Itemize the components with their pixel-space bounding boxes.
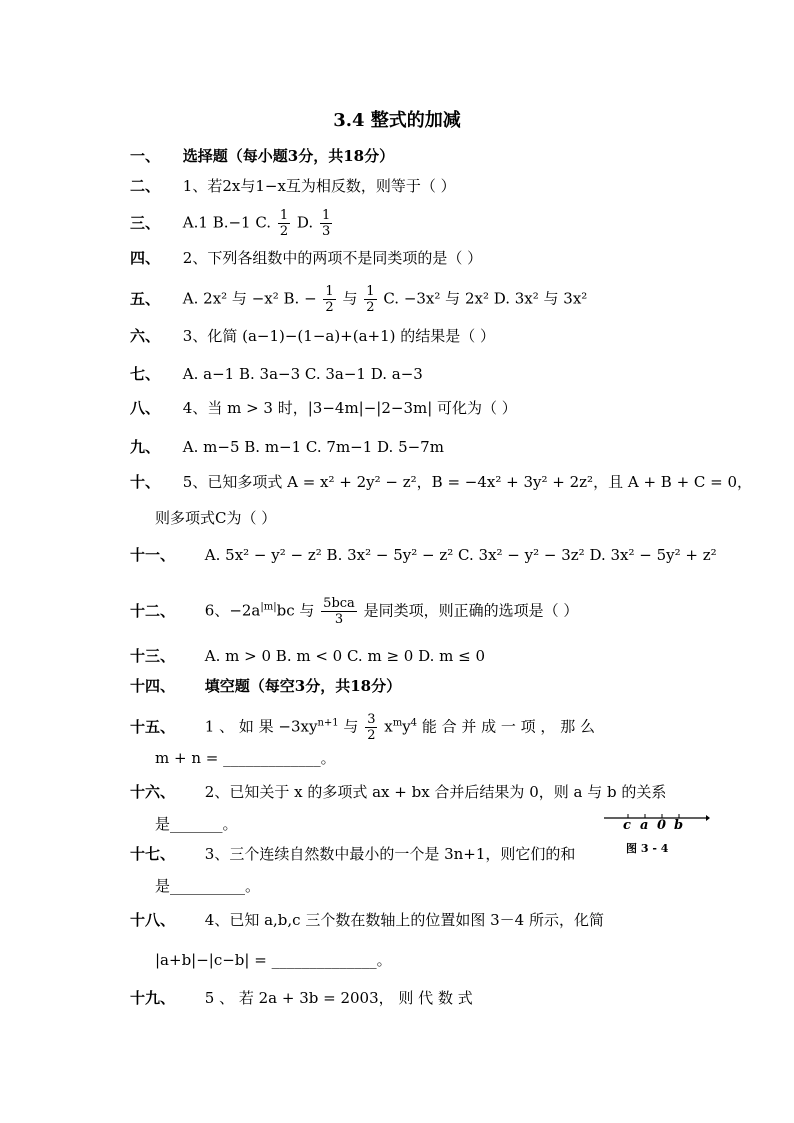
question-text: 与 [338, 717, 364, 736]
line-number: 八、 [130, 399, 161, 417]
line-19 [130, 988, 473, 1008]
line-number: 十五、 [130, 717, 176, 736]
question-text: 4、已知 a,b,c 三个数在数轴上的位置如图 3－4 所示，化简 [204, 911, 604, 929]
line-number: 九、 [130, 438, 161, 456]
fraction: $\frac{1}{2}$ [279, 208, 289, 239]
question-text: 。 [320, 749, 336, 767]
question-text: 2、下列各组数中的两项不是同类项的是（ ） [182, 249, 483, 267]
line-16-cont [155, 814, 238, 834]
options-text: A. 2x² 与 −x² B. − [182, 289, 317, 308]
fraction: $\frac{1}{2}$ [325, 284, 334, 315]
question-text: 1、若2x与1−x互为相反数，则等于（ ） [182, 177, 456, 195]
page-title: 3.4 整式的加减 [333, 110, 461, 131]
question-text: |a+b|−|c−b| = [155, 951, 267, 969]
options-text: A. 5x² − y² − z² B. 3x² − 5y² − z² C. 3x² − y² − 3z² D. 3x² − 5y² + z² [204, 546, 717, 564]
line-number: 十、 [130, 473, 161, 491]
options-text: D. [296, 213, 314, 232]
line-18-cont [155, 950, 392, 970]
line-11 [130, 545, 717, 565]
question-text: 6、−2a [204, 601, 261, 620]
question-text: 是同类项，则正确的选项是（ ） [363, 601, 579, 620]
fraction: $\frac{1}{3}$ [321, 208, 331, 239]
line-number: 十九、 [130, 989, 176, 1007]
section-heading: 选择题（每小题3分，共18分） [182, 147, 395, 165]
line-4 [130, 248, 482, 268]
line-17-cont [155, 876, 260, 896]
question-text: 3、三个连续自然数中最小的一个是 3n+1，则它们的和 [204, 845, 576, 863]
question-text: 。 [376, 951, 392, 969]
question-text: bc 与 [276, 601, 320, 620]
line-number: 十四、 [130, 677, 176, 695]
line-number: 四、 [130, 249, 161, 267]
exponent: m [392, 717, 403, 729]
answer-blank[interactable]: __________ [170, 877, 246, 895]
question-text: 则多项式C为（ ） [155, 509, 277, 527]
options-text: A. a−1 B. 3a−3 C. 3a−1 D. a−3 [182, 365, 423, 383]
line-14 [130, 676, 401, 696]
question-text: 1 、 如 果 −3xy [204, 717, 318, 736]
options-text: A. m > 0 B. m < 0 C. m ≥ 0 D. m ≤ 0 [204, 647, 486, 665]
line-number: 十八、 [130, 911, 176, 929]
answer-blank[interactable]: _______ [170, 815, 223, 833]
question-text: 4、当 m > 3 时，|3−4m|−|2−3m| 可化为（ ） [182, 399, 517, 417]
line-1 [130, 146, 394, 166]
question-text: 是 [155, 815, 171, 833]
line-10-cont [155, 508, 276, 528]
question-text: 3、化简 (a−1)−(1−a)+(a+1) 的结果是（ ） [182, 327, 496, 345]
line-7 [130, 364, 423, 384]
line-16 [130, 782, 666, 802]
question-text: 能 合 并 成 一 项 ， 那 么 [417, 717, 595, 736]
fraction: $\frac{3}{2}$ [367, 712, 376, 743]
question-text: 。 [245, 877, 261, 895]
line-13 [130, 646, 485, 666]
exponent: n+1 [317, 717, 339, 729]
line-number: 十二、 [130, 601, 176, 620]
question-text: 是 [155, 877, 171, 895]
line-6 [130, 326, 495, 346]
exponent: |m| [260, 601, 277, 613]
line-10 [130, 472, 752, 492]
line-17 [130, 844, 575, 864]
answer-blank[interactable]: ______________ [271, 951, 377, 969]
figure-caption: 图 3 - 4 [626, 842, 669, 855]
fraction: $\frac{1}{2}$ [366, 284, 375, 315]
label-a: a [640, 818, 649, 833]
line-5 [130, 284, 587, 315]
line-9 [130, 437, 444, 457]
number-line-labels [623, 818, 691, 833]
line-number: 六、 [130, 327, 161, 345]
line-12 [130, 596, 578, 627]
options-text: 与 [342, 289, 358, 308]
question-text: x [379, 717, 393, 736]
line-15-cont [155, 748, 336, 768]
line-number: 七、 [130, 365, 161, 383]
question-text: 2、已知关于 x 的多项式 ax + bx 合并后结果为 0，则 a 与 b 的关系 [204, 783, 667, 801]
fraction: $\frac{\text{5bca}}{3}$ [323, 596, 355, 627]
options-text: A. m−5 B. m−1 C. 7m−1 D. 5−7m [182, 438, 444, 456]
label-b: b [674, 818, 684, 833]
line-18 [130, 910, 604, 930]
question-text: 5、已知多项式 A = x² + 2y² − z²，B = −4x² + 3y² + 2z²，且 A + B + C = 0， [182, 473, 753, 491]
section-heading: 填空题（每空3分，共18分） [204, 677, 402, 695]
exponent: 4 [410, 717, 418, 729]
line-number: 十六、 [130, 783, 176, 801]
line-number: 五、 [130, 289, 161, 308]
answer-blank[interactable]: _____________ [223, 749, 321, 767]
question-text: m + n = [155, 749, 219, 767]
question-text: y [402, 717, 411, 736]
options-text: C. −3x² 与 2x² D. 3x² 与 3x² [383, 289, 588, 308]
options-text: A.1 B.−1 C. [182, 213, 272, 232]
line-number: 十七、 [130, 845, 176, 863]
question-text: 5 、 若 2a + 3b = 2003， 则 代 数 式 [204, 989, 473, 1007]
line-number: 三、 [130, 213, 161, 232]
line-number: 十一、 [130, 546, 176, 564]
label-0: 0 [657, 818, 667, 833]
line-2 [130, 176, 456, 196]
line-8 [130, 398, 517, 418]
line-3 [130, 208, 334, 239]
line-15 [130, 712, 595, 743]
line-number: 二、 [130, 177, 161, 195]
number-line-arrow [706, 815, 710, 821]
question-text: 。 [222, 815, 238, 833]
label-c: c [623, 818, 631, 833]
line-number: 一、 [130, 147, 161, 165]
line-number: 十三、 [130, 647, 176, 665]
